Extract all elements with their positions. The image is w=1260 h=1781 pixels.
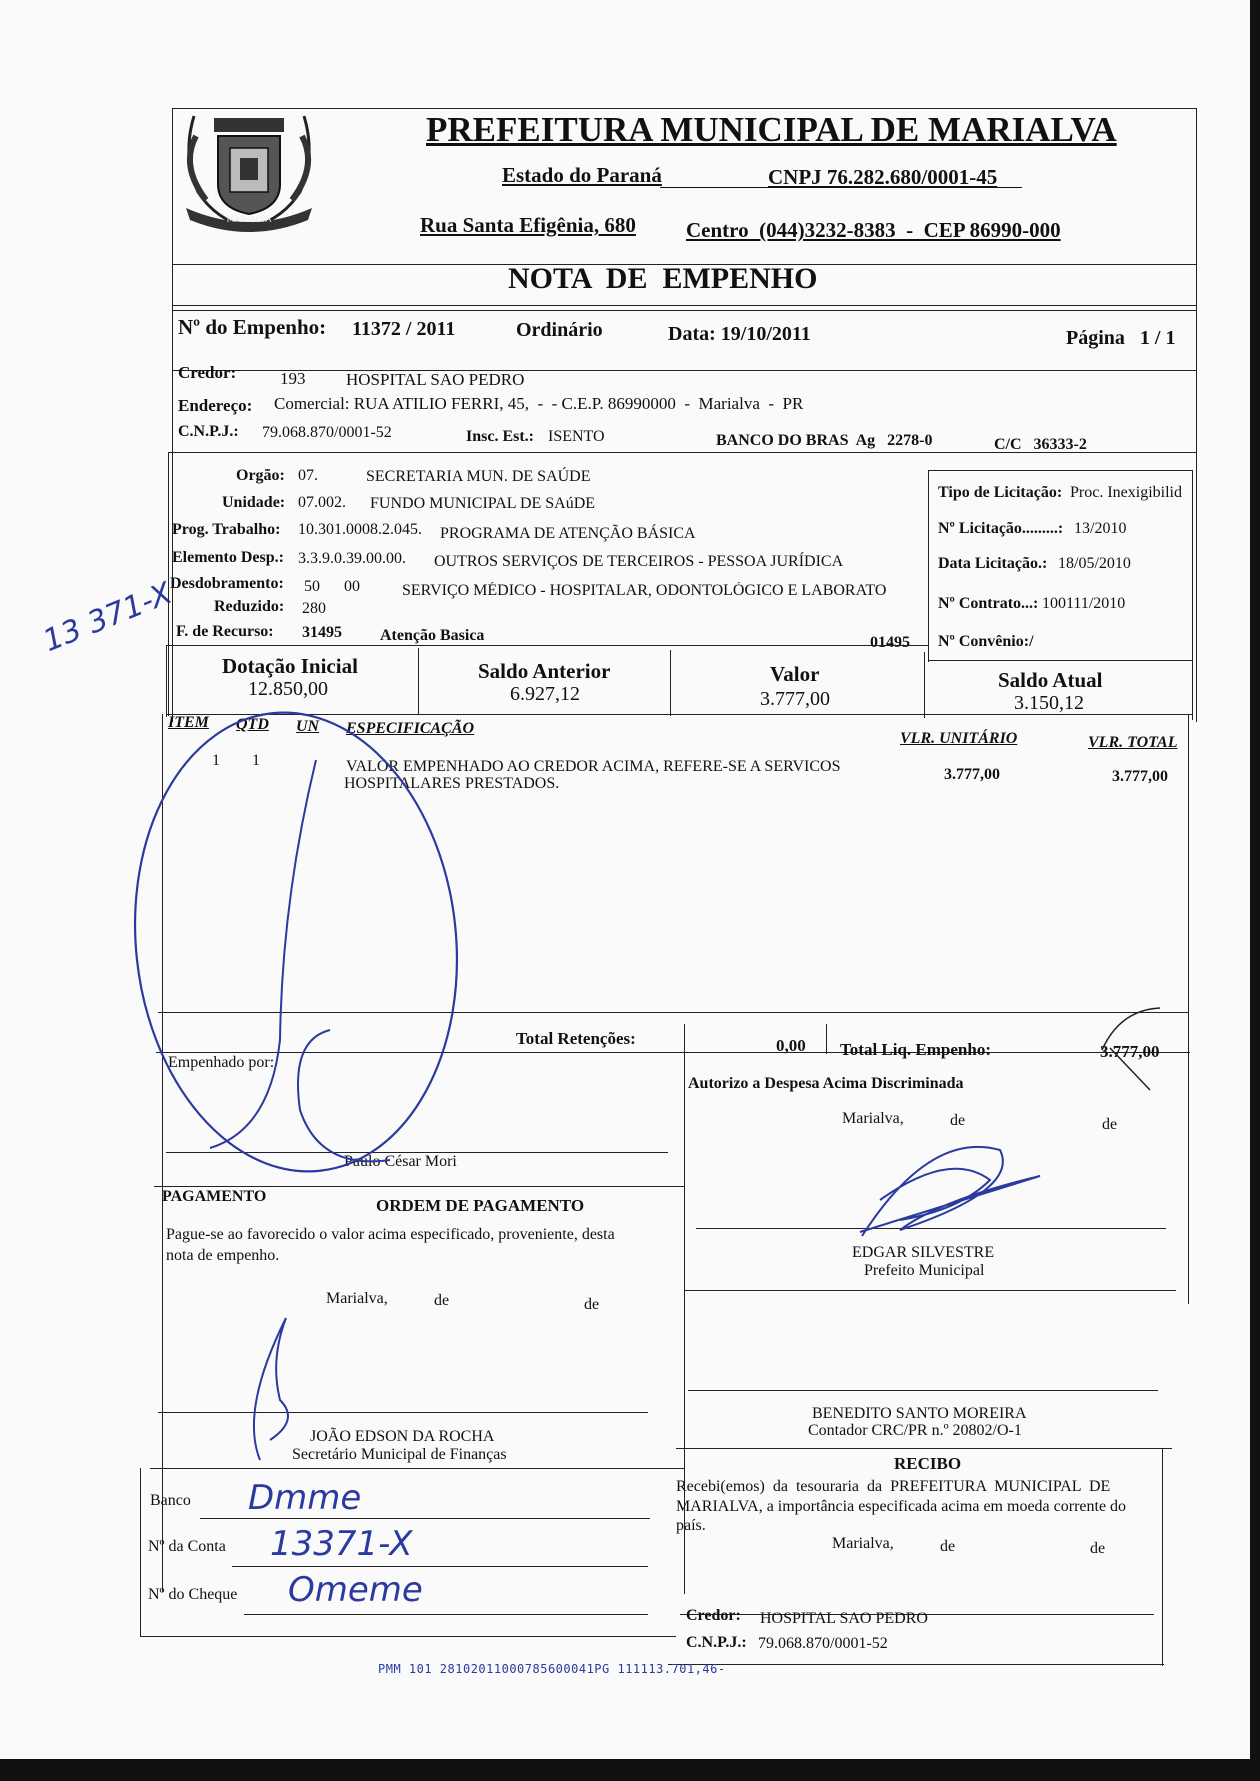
recibo-cnpj-label: C.N.P.J.: xyxy=(686,1634,747,1651)
cnpj-credor-value: 79.068.870/0001-52 xyxy=(262,424,392,441)
num-licitacao-label: Nº Licitação.........: xyxy=(938,520,1064,537)
contador-name: BENEDITO SANTO MOREIRA xyxy=(812,1405,1027,1422)
col-especificacao: ESPECIFICAÇÃO xyxy=(346,720,475,737)
convenio-label: Nº Convênio:/ xyxy=(938,633,1034,650)
banco-handwritten: Dmme xyxy=(248,1478,362,1518)
recurso-code: 31495 xyxy=(302,624,342,641)
empenho-number: 11372 / 2011 xyxy=(352,318,456,340)
saldo-anterior-value: 6.927,12 xyxy=(510,683,580,705)
contador-role: Contador CRC/PR n.º 20802/O-1 xyxy=(808,1422,1022,1439)
prog-label: Prog. Trabalho: xyxy=(172,521,281,538)
col-un: UN xyxy=(296,718,320,735)
item-number: 1 xyxy=(212,752,220,769)
autorizo-label: Autorizo a Despesa Acima Discriminada xyxy=(688,1075,964,1092)
autorizo-de2: de xyxy=(1102,1116,1118,1133)
total-liquido-value: 3.777,00 xyxy=(1100,1042,1160,1061)
contrato-label: Nº Contrato...: xyxy=(938,595,1039,612)
footer-code: PMM 101 28102011000785600041PG 111113.701,46- xyxy=(378,1662,726,1676)
tipo-licitacao-value: Proc. Inexigibilid xyxy=(1070,484,1182,501)
empenho-type: Ordinário xyxy=(516,319,603,341)
recurso-right: 01495 xyxy=(870,634,910,651)
col-vlr-total: VLR. TOTAL xyxy=(1088,734,1178,751)
num-licitacao-value: 13/2010 xyxy=(1074,520,1127,537)
page-title: PREFEITURA MUNICIPAL DE MARIALVA xyxy=(426,110,1117,149)
recibo-de1: de xyxy=(940,1538,956,1555)
dotacao-label: Dotação Inicial xyxy=(222,654,358,678)
conta-handwritten: 13371-X xyxy=(270,1524,413,1564)
elemento-value: OUTROS SERVIÇOS DE TERCEIROS - PESSOA JURÍDICA xyxy=(434,553,844,570)
empenho-date: Data: 19/10/2011 xyxy=(668,323,811,345)
data-licitacao-value: 18/05/2010 xyxy=(1058,555,1131,572)
pagamento-label: PAGAMENTO xyxy=(162,1188,267,1205)
recibo-place: Marialva, xyxy=(832,1535,894,1552)
recibo-text3: país. xyxy=(676,1517,706,1534)
prog-code: 10.301.0008.2.045. xyxy=(298,521,422,538)
contrato-value: 100111/2010 xyxy=(1042,595,1126,612)
insc-label: Insc. Est.: xyxy=(466,428,535,445)
recibo-text1: Recebi(emos) da tesouraria da PREFEITURA MUNICIPAL DE xyxy=(676,1478,1111,1495)
recibo-de2: de xyxy=(1090,1540,1106,1557)
tipo-licitacao-label: Tipo de Licitação: xyxy=(938,484,1063,501)
orgao-code: 07. xyxy=(298,467,318,484)
recurso-value: Atenção Basica xyxy=(380,627,485,644)
col-qtd: QTD xyxy=(236,716,269,733)
item-spec-line1: VALOR EMPENHADO AO CREDOR ACIMA, REFERE-SE A SERVICOS xyxy=(346,758,841,775)
credor-name: HOSPITAL SAO PEDRO xyxy=(346,370,525,389)
empenhado-label: Empenhado por: xyxy=(168,1054,275,1071)
dotacao-value: 12.850,00 xyxy=(248,678,328,700)
recibo-text2: MARIALVA, a importância especificada acima em moeda corrente do xyxy=(676,1498,1127,1515)
recurso-label: F. de Recurso: xyxy=(176,623,274,640)
desdobramento-label: Desdobramento: xyxy=(170,575,284,592)
item-qtd: 1 xyxy=(252,752,260,769)
saldo-atual-value: 3.150,12 xyxy=(1014,692,1084,714)
col-item: ITEM xyxy=(168,714,209,731)
cheque-label: Nº do Cheque xyxy=(148,1586,238,1603)
recibo-label: RECIBO xyxy=(894,1454,962,1473)
page-number: Página 1 / 1 xyxy=(1066,327,1176,349)
col-vlr-unitario: VLR. UNITÁRIO xyxy=(900,730,1018,747)
recibo-credor-value: HOSPITAL SAO PEDRO xyxy=(760,1610,928,1627)
secretario-name: JOÃO EDSON DA ROCHA xyxy=(310,1428,495,1445)
total-retencoes-value: 0,00 xyxy=(776,1036,806,1055)
item-unit-value: 3.777,00 xyxy=(944,766,1000,783)
pagamento-text1: Pague-se ao favorecido o valor acima especificado, proveniente, desta xyxy=(166,1226,615,1243)
street-label: Rua Santa Efigênia, 680 xyxy=(420,213,636,237)
recibo-cnpj-value: 79.068.870/0001-52 xyxy=(758,1635,888,1652)
bank-account: C/C 36333-2 xyxy=(994,436,1087,453)
reduzido-value: 280 xyxy=(302,600,326,617)
insc-value: ISENTO xyxy=(548,428,605,445)
conta-label: Nº da Conta xyxy=(148,1538,226,1555)
pagamento-de2: de xyxy=(584,1296,600,1313)
total-liquido-label: Total Liq. Empenho: xyxy=(840,1040,991,1059)
unidade-value: FUNDO MUNICIPAL DE SAúDE xyxy=(370,495,596,512)
banco-label: Banco xyxy=(150,1492,191,1509)
credor-code: 193 xyxy=(280,369,306,388)
unidade-label: Unidade: xyxy=(222,494,286,511)
recibo-credor-label: Credor: xyxy=(686,1607,741,1624)
orgao-value: SECRETARIA MUN. DE SAÚDE xyxy=(366,468,591,485)
document-title: NOTA DE EMPENHO xyxy=(508,262,818,295)
orgao-label: Orgão: xyxy=(236,467,285,484)
autorizo-de1: de xyxy=(950,1112,966,1129)
desdobramento-value: SERVIÇO MÉDICO - HOSPITALAR, ODONTOLÓGICO E LABORATO xyxy=(402,582,887,599)
total-retencoes-label: Total Retenções: xyxy=(516,1029,636,1048)
bank-info: BANCO DO BRAS Ag 2278-0 xyxy=(716,432,933,449)
pagamento-text2: nota de empenho. xyxy=(166,1247,280,1264)
data-licitacao-label: Data Licitação.: xyxy=(938,555,1048,572)
pagamento-de1: de xyxy=(434,1292,450,1309)
reduzido-label: Reduzido: xyxy=(214,598,285,615)
empenhado-signer: Paulo César Mori xyxy=(344,1153,457,1170)
prefeito-role: Prefeito Municipal xyxy=(864,1262,985,1279)
margin-note: 13 371-X xyxy=(38,575,177,660)
endereco-label: Endereço: xyxy=(178,396,253,415)
prefeito-name: EDGAR SILVESTRE xyxy=(852,1244,995,1261)
cnpj-credor-label: C.N.P.J.: xyxy=(178,423,239,440)
item-spec-line2: HOSPITALARES PRESTADOS. xyxy=(344,775,560,792)
credor-label: Credor: xyxy=(178,363,237,382)
cheque-handwritten: Omeme xyxy=(288,1570,423,1610)
elemento-label: Elemento Desp.: xyxy=(172,549,284,566)
desdobramento-code: 50 00 xyxy=(304,578,360,595)
pagamento-place: Marialva, xyxy=(326,1290,388,1307)
cnpj-label: CNPJ 76.282.680/0001-45 xyxy=(768,165,998,189)
svg-text:MARIALVA: MARIALVA xyxy=(226,215,272,225)
ordem-pagamento-label: ORDEM DE PAGAMENTO xyxy=(376,1196,585,1215)
unidade-code: 07.002. xyxy=(298,494,346,511)
state-label: Estado do Paraná xyxy=(502,163,662,187)
valor-label: Valor xyxy=(770,662,820,686)
elemento-code: 3.3.9.0.39.00.00. xyxy=(298,550,406,567)
autorizo-place: Marialva, xyxy=(842,1110,904,1127)
empenho-label: Nº do Empenho: xyxy=(178,315,327,339)
saldo-atual-label: Saldo Atual xyxy=(998,668,1103,692)
saldo-anterior-label: Saldo Anterior xyxy=(478,659,611,683)
prog-value: PROGRAMA DE ATENÇÃO BÁSICA xyxy=(440,525,696,542)
valor-value: 3.777,00 xyxy=(760,688,830,710)
address-label: Centro (044)3232-8383 - CEP 86990-000 xyxy=(686,218,1061,242)
endereco-value: Comercial: RUA ATILIO FERRI, 45, - - C.E.P. 86990000 - Marialva - PR xyxy=(274,394,804,413)
secretario-role: Secretário Municipal de Finanças xyxy=(292,1446,507,1463)
item-total-value: 3.777,00 xyxy=(1112,768,1168,785)
